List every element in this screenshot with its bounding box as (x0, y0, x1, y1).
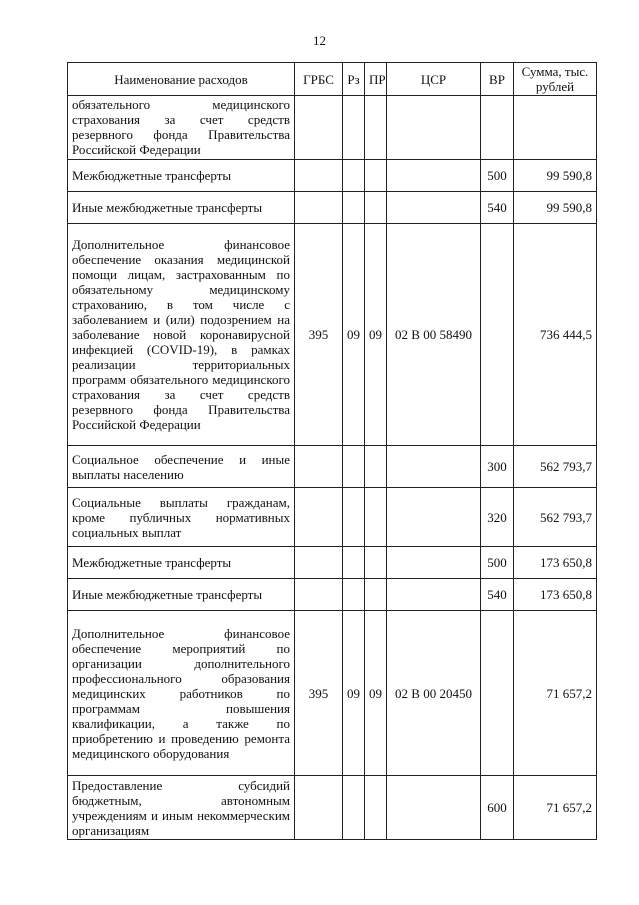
table-row (68, 446, 597, 488)
table-row (68, 579, 597, 611)
row-rz (343, 488, 365, 547)
row-name: Дополнительное финансовое обеспечение мероприятий по организации дополнительного профессионального образования медицинских работников по программам повышения квалификации, а также по приобретению и проведению ремонта медицинского оборудования (68, 611, 295, 776)
row-name: обязательного медицинского страхования за счет средств резервного фонда Правительства Российской Федерации (68, 96, 295, 160)
header-csr: ЦСР (387, 63, 481, 96)
header-grbs: ГРБС (295, 63, 343, 96)
row-pr (365, 488, 387, 547)
row-grbs: 395 (295, 611, 343, 776)
row-sum: 71 657,2 (514, 776, 597, 840)
header-rz: Рз (343, 63, 365, 96)
row-csr (387, 160, 481, 192)
row-grbs (295, 96, 343, 160)
row-rz (343, 446, 365, 488)
row-pr: 09 (365, 224, 387, 446)
row-csr (387, 488, 481, 547)
row-rz (343, 192, 365, 224)
row-pr (365, 776, 387, 840)
row-rz (343, 96, 365, 160)
row-name: Социальное обеспечение и иные выплаты населению (68, 446, 295, 488)
header-pr: ПР (365, 63, 387, 96)
row-sum: 736 444,5 (514, 224, 597, 446)
row-csr (387, 579, 481, 611)
row-csr (387, 192, 481, 224)
row-vr (481, 611, 514, 776)
row-csr: 02 В 00 20450 (387, 611, 481, 776)
row-vr: 500 (481, 547, 514, 579)
row-rz (343, 776, 365, 840)
row-pr (365, 96, 387, 160)
row-vr: 540 (481, 192, 514, 224)
row-sum: 562 793,7 (514, 446, 597, 488)
row-sum: 71 657,2 (514, 611, 597, 776)
header-name: Наименование расходов (68, 63, 295, 96)
row-pr (365, 547, 387, 579)
row-sum (514, 96, 597, 160)
table-row (68, 488, 597, 547)
row-sum: 562 793,7 (514, 488, 597, 547)
row-grbs (295, 160, 343, 192)
row-pr (365, 160, 387, 192)
row-vr: 500 (481, 160, 514, 192)
row-pr: 09 (365, 611, 387, 776)
row-csr (387, 96, 481, 160)
row-grbs (295, 192, 343, 224)
row-name: Социальные выплаты гражданам, кроме публичных нормативных социальных выплат (68, 488, 295, 547)
row-vr: 600 (481, 776, 514, 840)
table-row (68, 611, 597, 776)
row-name: Иные межбюджетные трансферты (68, 579, 295, 611)
row-vr (481, 96, 514, 160)
page-number: 12 (313, 33, 326, 48)
row-vr: 540 (481, 579, 514, 611)
row-sum: 173 650,8 (514, 579, 597, 611)
row-rz (343, 579, 365, 611)
row-sum: 99 590,8 (514, 192, 597, 224)
row-csr (387, 776, 481, 840)
row-csr (387, 547, 481, 579)
row-rz: 09 (343, 224, 365, 446)
row-name: Межбюджетные трансферты (68, 547, 295, 579)
row-name: Предоставление субсидий бюджетным, автономным учреждениям и иным некоммерческим организациям (68, 776, 295, 840)
row-pr (365, 446, 387, 488)
row-pr (365, 579, 387, 611)
row-grbs (295, 776, 343, 840)
header-sum: Сумма, тыс. рублей (514, 63, 597, 96)
row-csr: 02 В 00 58490 (387, 224, 481, 446)
header-vr: ВР (481, 63, 514, 96)
row-grbs (295, 446, 343, 488)
row-sum: 99 590,8 (514, 160, 597, 192)
budget-table (67, 62, 597, 840)
row-name: Дополнительное финансовое обеспечение оказания медицинской помощи лицам, застрахованным по обязательному медицинскому страхованию, в том числе с заболеванием и (или) подозрением на заболевание новой коронавирусной инфекцией (COVID-19), в рамках реализации территориальных программ обязательного медицинского страхования за счет средств резервного фонда Правительства Российской Федерации (68, 224, 295, 446)
table-row (68, 96, 597, 160)
table-row (68, 776, 597, 840)
table-row (68, 547, 597, 579)
table-row (68, 192, 597, 224)
row-vr (481, 224, 514, 446)
row-name: Межбюджетные трансферты (68, 160, 295, 192)
table-row (68, 160, 597, 192)
row-vr: 300 (481, 446, 514, 488)
row-rz (343, 547, 365, 579)
row-name: Иные межбюджетные трансферты (68, 192, 295, 224)
row-grbs: 395 (295, 224, 343, 446)
row-grbs (295, 579, 343, 611)
row-pr (365, 192, 387, 224)
row-rz: 09 (343, 611, 365, 776)
row-grbs (295, 488, 343, 547)
row-sum: 173 650,8 (514, 547, 597, 579)
row-rz (343, 160, 365, 192)
row-vr: 320 (481, 488, 514, 547)
row-grbs (295, 547, 343, 579)
row-csr (387, 446, 481, 488)
table-header-row (68, 63, 597, 96)
table-row (68, 224, 597, 446)
